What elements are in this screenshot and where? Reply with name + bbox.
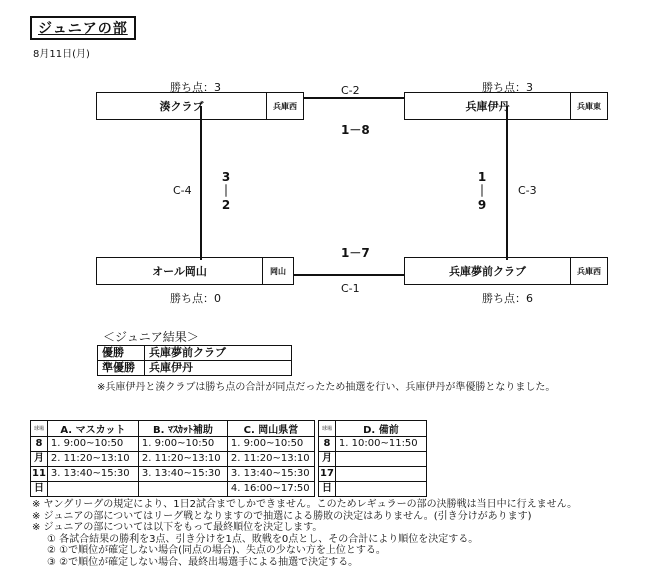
note-line: ※ ヤングリーグの規定により、1日2試合までしかできません。このためレギュラーの部の決勝戦は当日中に行えません。 [32, 499, 578, 510]
time-slot: 4. 16:00~17:50 [227, 482, 314, 497]
match-label-c3: C-3 [518, 184, 537, 197]
schedule-row [319, 482, 427, 497]
results-table [97, 345, 292, 376]
match-label-c4: C-4 [173, 184, 192, 197]
rank-label: 準優勝 [98, 361, 145, 376]
schedule-row [319, 437, 427, 452]
line-c4 [200, 106, 202, 260]
time-slot-empty [138, 482, 227, 497]
team-box-top-left [96, 92, 304, 120]
time-slot: 1. 9:00~10:50 [47, 437, 138, 452]
team-name: オール岡山 [152, 265, 207, 278]
team-prefecture: 岡山 [262, 258, 293, 284]
date-char: 8 [31, 437, 48, 452]
note-line: ※ ジュニアの部についてはリーグ戦となりますので抽選による勝敗の決定はありません。(引き分けがあります) [32, 510, 532, 522]
note-line: ※ ジュニアの部については以下をもって最終順位を決定します。 [32, 522, 323, 533]
venue-d-name: D. 備前 [335, 421, 426, 437]
date-char: 11 [31, 467, 48, 482]
score-c3-top: 1 [477, 170, 487, 184]
match-score-c3 [475, 170, 489, 212]
venue-b-name: B. ﾏｽｶｯﾄ補助 [138, 421, 227, 437]
venue-c-name: C. 岡山県営 [227, 421, 314, 437]
team-prefecture: 兵庫西 [570, 258, 607, 284]
rank-label: 優勝 [98, 346, 145, 361]
results-note: ※兵庫伊丹と湊クラブは勝ち点の合計が同点だったため抽選を行い、兵庫伊丹が準優勝となりました。 [97, 382, 556, 393]
points-top-right: 勝ち点：3 [482, 81, 533, 94]
schedule-header-row [31, 421, 315, 437]
schedule-table-aug17 [318, 420, 427, 497]
team-box-bottom-right [404, 257, 608, 285]
time-slot: 2. 11:20~13:10 [227, 452, 314, 467]
note-subline: ③ ②で順位が確定しない場合、最終出場選手による抽選で決定する。 [47, 556, 359, 568]
venue-header: 球場 [319, 421, 336, 437]
schedule-row [319, 467, 427, 482]
time-slot: 1. 10:00~11:50 [335, 437, 426, 452]
venue-header: 球場 [31, 421, 48, 437]
results-row-champion [98, 346, 292, 361]
team-prefecture: 兵庫西 [266, 93, 303, 119]
time-slot-empty [335, 482, 426, 497]
time-slot: 2. 11:20~13:10 [47, 452, 138, 467]
match-score-c1: 1－7 [341, 246, 370, 260]
score-c3-separator: ｜ [475, 184, 488, 198]
rank-team: 兵庫伊丹 [145, 361, 292, 376]
schedule-table-aug11 [30, 420, 315, 497]
schedule-row [31, 467, 315, 482]
schedule-row [31, 482, 315, 497]
score-c3-bottom: 9 [477, 198, 487, 212]
results-row-runner-up [98, 361, 292, 376]
schedule-row [319, 452, 427, 467]
match-label-c1: C-1 [341, 282, 360, 295]
date-char: 月 [31, 452, 48, 467]
date-char: 日 [31, 482, 48, 497]
time-slot: 1. 9:00~10:50 [227, 437, 314, 452]
time-slot: 2. 11:20~13:10 [138, 452, 227, 467]
team-box-bottom-left [96, 257, 294, 285]
rank-team: 兵庫夢前クラブ [145, 346, 292, 361]
schedule-header-row [319, 421, 427, 437]
match-score-c4 [219, 170, 233, 212]
match-score-c2: 1－8 [341, 123, 370, 137]
score-c4-bottom: 2 [221, 198, 231, 212]
team-name: 兵庫夢前クラブ [449, 265, 526, 278]
team-name: 湊クラブ [159, 100, 204, 113]
time-slot: 3. 13:40~15:30 [227, 467, 314, 482]
date-char: 月 [319, 452, 336, 467]
section-title: ジュニアの部 [30, 16, 136, 40]
score-c4-top: 3 [221, 170, 231, 184]
time-slot: 1. 9:00~10:50 [138, 437, 227, 452]
results-heading: ＜ジュニア結果＞ [103, 330, 199, 344]
time-slot-empty [335, 467, 426, 482]
match-label-c2: C-2 [341, 84, 360, 97]
venue-a-name: A. マスカット [47, 421, 138, 437]
score-c4-separator: ｜ [219, 184, 232, 198]
points-bottom-left: 勝ち点：0 [170, 292, 221, 305]
line-c1 [294, 274, 404, 276]
time-slot: 3. 13:40~15:30 [47, 467, 138, 482]
line-c3 [506, 106, 508, 260]
match-date: 8月11日(月) [33, 49, 90, 60]
schedule-row [31, 452, 315, 467]
date-char: 8 [319, 437, 336, 452]
note-subline: ② ①で順位が確定しない場合(同点の場合)、失点の少ない方を上位とする。 [47, 545, 386, 556]
time-slot-empty [335, 452, 426, 467]
team-name: 兵庫伊丹 [465, 100, 510, 113]
date-char: 日 [319, 482, 336, 497]
rules-notes [32, 499, 577, 568]
date-char: 17 [319, 467, 336, 482]
line-c2 [304, 97, 404, 99]
points-top-left: 勝ち点：3 [170, 81, 221, 94]
points-bottom-right: 勝ち点：6 [482, 292, 533, 305]
time-slot: 3. 13:40~15:30 [138, 467, 227, 482]
team-prefecture: 兵庫東 [570, 93, 607, 119]
note-subline: ① 各試合結果の勝利を3点、引き分けを1点、敗戦を0点とし、その合計により順位を決定する。 [47, 533, 479, 545]
team-box-top-right [404, 92, 608, 120]
time-slot-empty [47, 482, 138, 497]
schedule-row [31, 437, 315, 452]
